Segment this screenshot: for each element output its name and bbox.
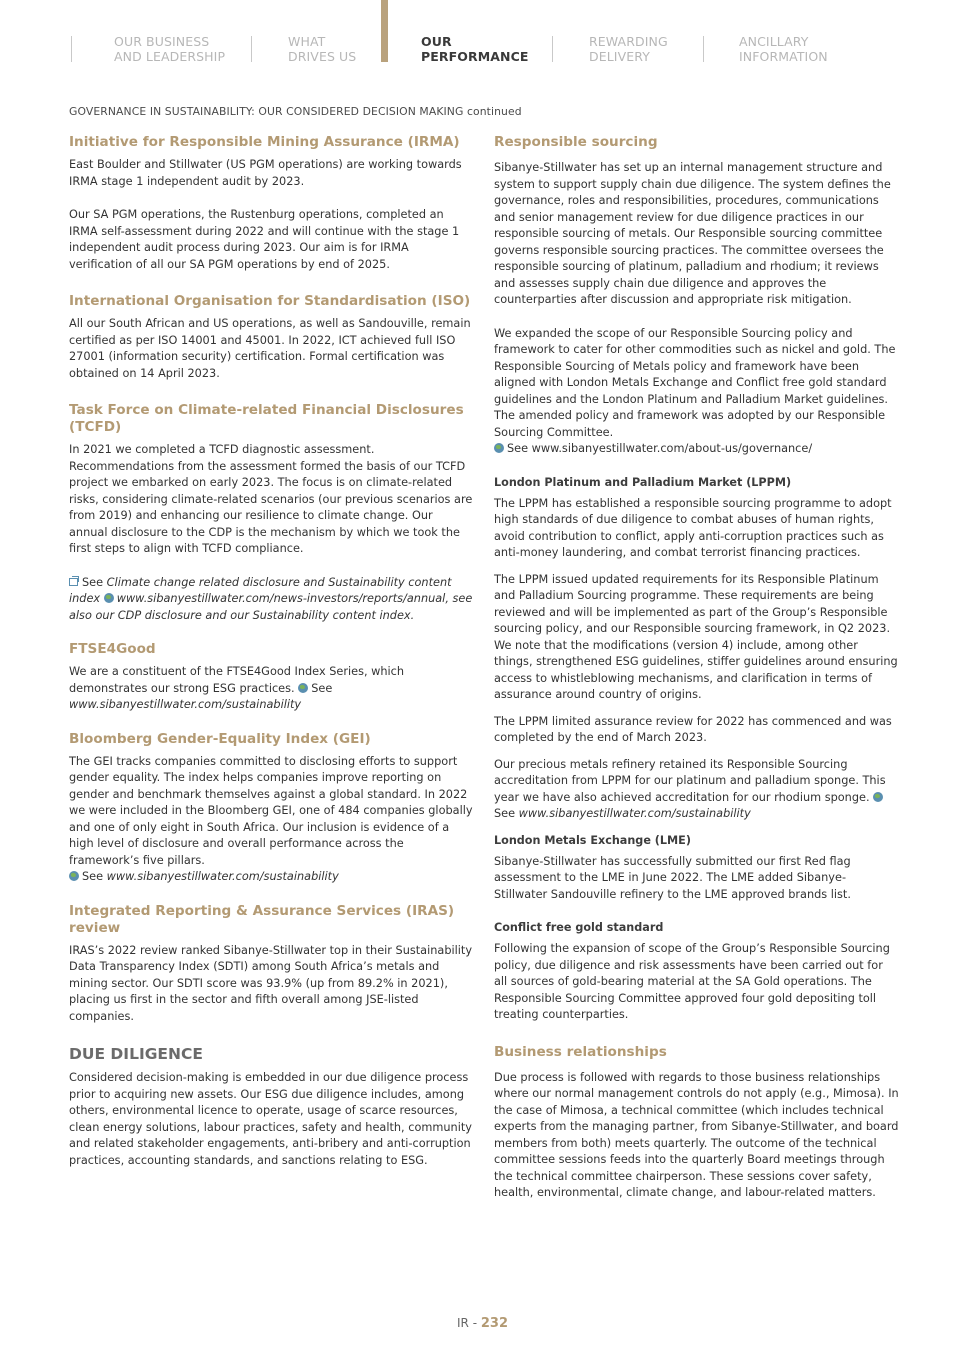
section-header: GOVERNANCE IN SUSTAINABILITY: OUR CONSIDERED DECISION MAKING continued	[69, 105, 522, 118]
iras-heading: Integrated Reporting & Assurance Services (IRAS) review	[69, 902, 455, 936]
business-relationships-heading: Business relationships	[494, 1043, 667, 1060]
active-tab-indicator	[381, 0, 388, 62]
gei-link[interactable]: www.sibanyestillwater.com/sustainability	[106, 870, 339, 883]
nav-divider	[552, 36, 553, 62]
left-column	[69, 134, 474, 1169]
nav-tab-label: DRIVES US	[288, 49, 357, 64]
iras-paragraph: IRAS’s 2022 review ranked Sibanye-Stillwater top in their Sustainability Data Transparency Index (SDTI) among South Africa’s metals and mining sector. Our SDTI score was 93.9% (up from 89.2% in 2021), placing us first in the sector and fifth overall among JSE-listed companies.	[69, 943, 473, 1023]
lme-paragraph: Sibanye-Stillwater has successfully submitted our first Red flag assessment to the LME in June 2022. The LME added Sibanye-Stillwater Sandouville refinery to the LME approved brands list.	[494, 854, 851, 901]
iso-heading: International Organisation for Standardisation (ISO)	[69, 293, 471, 309]
gei-heading: Bloomberg Gender-Equality Index (GEI)	[69, 730, 371, 747]
nav-tab-label: OUR BUSINESS	[114, 34, 210, 49]
lppm-paragraph	[494, 757, 899, 823]
rs-see-link	[494, 441, 899, 458]
tcfd-link[interactable]: www.sibanyestillwater.com/news-investors/reports/annual,	[116, 592, 449, 605]
lppm-heading: London Platinum and Palladium Market (LPPM)	[494, 475, 792, 489]
irma-heading: Initiative for Responsible Mining Assurance (IRMA)	[69, 134, 460, 150]
br-paragraph: Due process is followed with regards to those business relationships where our normal management controls do not apply (e.g., Mimosa). In the case of Mimosa, a technical committee (which includes technical experts from the managing partner, from Sibanye-Stillwater, and board members from both) meets quarterly. The outcome of the technical committee sessions feeds into the quarterly Board meetings through the technical committee chairperson. These sessions cover safety, health, environmental, climate change, and labour-related matters.	[494, 1070, 899, 1199]
nav-tab-label: REWARDING	[589, 34, 668, 49]
gei-text: The GEI tracks companies committed to disclosing efforts to support gender equality. The index helps companies improve reporting on gender and benchmark themselves against a global standard. In 2022 we were included in the Bloomberg GEI, one of 484 companies globally and one of only eight in South Africa. Our inclusion is evidence of a high level of disclosure and overall performance across the framework’s five pillars.	[69, 754, 473, 867]
nav-tab-our-business[interactable]	[114, 34, 225, 64]
nav-tab-label: INFORMATION	[739, 49, 828, 64]
iso-paragraph: All our South African and US operations, as well as Sandouville, remain certified as per ISO 14001 and 45001. In 2022, ICT achieved full ISO 27001 (information security) certification. Formal certification was obtained on 14 April 2023.	[69, 317, 471, 380]
ftse-text: We are a constituent of the FTSE4Good Index Series, which demonstrates our strong ESG practices.	[69, 665, 405, 695]
ftse-heading: FTSE4Good	[69, 641, 156, 657]
governance-link[interactable]: See www.sibanyestillwater.com/about-us/governance/	[507, 442, 813, 455]
see-text: See	[82, 575, 107, 589]
footer-prefix: IR -	[457, 1316, 478, 1330]
conflict-free-gold-heading: Conflict free gold standard	[494, 921, 664, 934]
nav-tab-rewarding-delivery[interactable]	[589, 34, 668, 64]
globe-icon	[494, 443, 504, 453]
nav-tab-label: PERFORMANCE	[421, 49, 529, 64]
lme-heading: London Metals Exchange (LME)	[494, 833, 691, 847]
top-navigation	[0, 0, 965, 80]
lppm-text: Our precious metals refinery retained its Responsible Sourcing accreditation from LPPM for our platinum and palladium sponge. This year we have also achieved accreditation for our rhodium sponge.	[494, 757, 886, 804]
nav-divider	[251, 36, 252, 62]
responsible-sourcing-heading: Responsible sourcing	[494, 134, 658, 150]
globe-icon	[69, 871, 79, 881]
tcfd-see-also	[69, 575, 474, 625]
nav-tab-label: OUR	[421, 34, 452, 49]
irma-paragraph: East Boulder and Stillwater (US PGM operations) are working towards IRMA stage 1 independent audit by 2023.	[69, 158, 462, 188]
globe-icon	[104, 593, 114, 603]
lppm-paragraph: The LPPM issued updated requirements for its Responsible Platinum and Palladium Sourcing programme. These requirements are being reviewed and will be implemented as part of the Group’s Responsible sourcing policy, and our Responsible sourcing framework, in Q2 2023. We note that the modifications (version 4) include, among other things, strengthened ESG guidelines, stiffer guidelines around ensuring access to whistleblowing mechanisms, and clarification in terms of assurance around country of origins.	[494, 572, 898, 701]
nav-tab-label: AND LEADERSHIP	[114, 49, 226, 64]
nav-tab-ancillary-information[interactable]	[739, 34, 828, 64]
due-diligence-heading: DUE DILIGENCE	[69, 1045, 203, 1063]
tcfd-heading: Task Force on Climate-related Financial Disclosures (TCFD)	[69, 402, 464, 435]
irma-paragraph: Our SA PGM operations, the Rustenburg operations, completed an IRMA self-assessment during 2022 and will continue with the stage 1 independent audit process during 2023. Our aim is for IRMA verification of all our SA PGM operations by end of 2025.	[69, 208, 460, 271]
lppm-paragraph: The LPPM limited assurance review for 2022 has commenced and was completed by the end of March 2023.	[494, 714, 892, 744]
nav-divider	[71, 36, 72, 62]
lppm-paragraph: The LPPM has established a responsible sourcing programme to adopt high standards of due diligence to combat abuses of human rights, avoid contribution to conflict, apply anti-corruption practices such as anti-money laundering, and combat terrorist financing practices.	[494, 496, 892, 559]
due-diligence-paragraph: Considered decision-making is embedded in our due diligence process prior to acquiring new assets. Our ESG due diligence includes, among others, environmental licence to operate, usage of scarce resources, clean energy solutions, labour practices, safety and health, community and related stakeholder engagements, anti-bribery and anti-corruption practices, accounting standards, and sanctions relating to ESG.	[69, 1071, 472, 1167]
rs-paragraph: Sibanye-Stillwater has set up an internal management structure and system to support supply chain due diligence. The system defines the governance, roles and responsibilities, procedures, communications and senior management review for due diligence practices in our responsible sourcing of metals. Our Responsible sourcing committee governs responsible sourcing practices. The committee oversees the responsible sourcing of platinum, palladium and rhodium; it reviews and assesses supply chain due diligence and approves the counterparties after discussion and appropriate risk mitigation.	[494, 161, 891, 306]
document-icon	[69, 578, 78, 586]
see-reference: Climate change related disclosure and Sustainability content index	[69, 575, 452, 605]
nav-tab-what-drives-us[interactable]	[288, 34, 356, 64]
gei-paragraph	[69, 754, 474, 886]
cfg-paragraph: Following the expansion of scope of the Group’s Responsible Sourcing policy, due diligence and risk assessments have been carried out for all sources of gold-bearing material at the SA Gold operations. The Responsible Sourcing Committee approved four gold depositing toll treating counterparties.	[494, 942, 890, 1021]
right-column	[494, 134, 899, 1202]
tcfd-paragraph: In 2021 we completed a TCFD diagnostic assessment. Recommendations from the assessment formed the basis of our TCFD project we embarked on early 2023. The focus is on climate-related risks, considering climate-related scenarios (our previous scenarios are from 2019) and enhancing our resilience to climate change. Our annual disclosure to the CDP is the mechanism by which we took the first steps to align with TCFD compliance.	[69, 443, 473, 555]
nav-divider	[703, 36, 704, 62]
ftse-link[interactable]: www.sibanyestillwater.com/sustainability	[69, 698, 302, 711]
see-text: See	[311, 681, 333, 695]
ftse-paragraph	[69, 664, 474, 714]
rs-paragraph: We expanded the scope of our Responsible Sourcing policy and framework to cater for other commodities such as nickel and gold. The Responsible Sourcing of Metals policy and framework have been aligned with London Metals Exchange and Conflict free gold standard guidelines and the London Platinum and Palladium Market guidelines. The amended policy and framework was adopted by our Responsible Sourcing Committee.	[494, 326, 896, 439]
page-number: 232	[480, 1316, 508, 1331]
nav-tab-label: WHAT	[288, 34, 326, 49]
see-reference: see also our CDP disclosure and our Sustainability content index.	[69, 592, 473, 622]
globe-icon	[873, 792, 883, 802]
nav-tab-label: DELIVERY	[589, 49, 650, 64]
lppm-link[interactable]: www.sibanyestillwater.com/sustainability	[518, 807, 751, 820]
nav-tab-label: ANCILLARY	[739, 34, 809, 49]
see-text: See	[494, 807, 516, 820]
globe-icon	[298, 683, 308, 693]
nav-tab-our-performance[interactable]	[421, 34, 529, 64]
see-text: See	[82, 870, 104, 883]
page-footer	[0, 1316, 965, 1331]
